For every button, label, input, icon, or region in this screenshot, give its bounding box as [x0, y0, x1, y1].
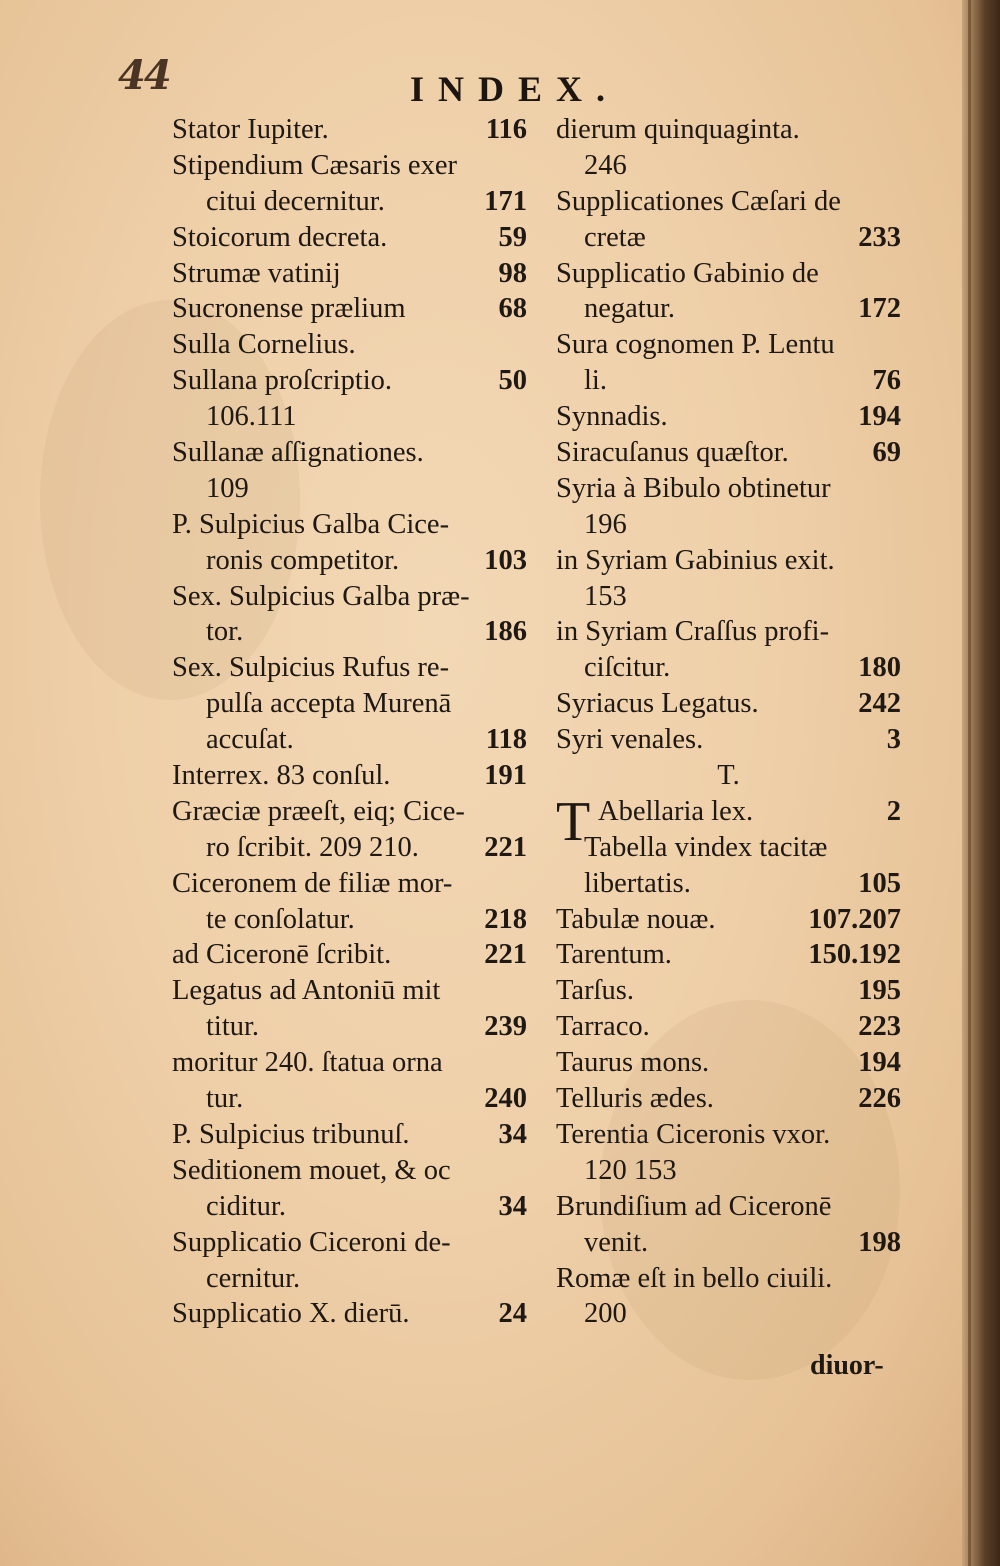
- entry-text: Sullana proſcriptio.: [172, 365, 393, 397]
- entry-page: 172: [858, 293, 901, 325]
- index-entry: [172, 722, 527, 758]
- index-entry: [172, 1225, 527, 1261]
- index-entry: [172, 650, 527, 686]
- entry-text: pulſa accepta Murenā: [206, 688, 452, 720]
- entry-text: Græciæ præeſt, eiq; Cice-: [172, 795, 465, 827]
- index-entry: [172, 507, 527, 543]
- index-entry: [556, 184, 901, 220]
- index-entry: [556, 722, 901, 758]
- index-entry: [172, 435, 527, 471]
- entry-text: cretæ: [584, 221, 646, 253]
- entry-text: Romæ eſt in bello ciuili.: [556, 1262, 833, 1294]
- entry-text: Supplicatio Gabinio de: [556, 257, 819, 289]
- entry-page: 2: [886, 795, 901, 827]
- entry-text: Taurus mons.: [556, 1047, 710, 1079]
- entry-page: 76: [872, 365, 901, 397]
- index-entry: [556, 399, 901, 435]
- entry-text: Sullanæ aſſignationes.: [172, 437, 424, 469]
- index-entry: [556, 507, 901, 543]
- entry-page: 186: [484, 616, 527, 648]
- index-entry: [556, 614, 901, 650]
- entry-text: Stoicorum decreta.: [172, 221, 388, 253]
- entry-page: 180: [858, 652, 901, 684]
- entry-text: 196: [584, 508, 627, 540]
- entry-page: 218: [484, 903, 527, 935]
- entry-text: li.: [584, 365, 607, 397]
- entry-text: Synnadis.: [556, 401, 668, 433]
- entry-page: 59: [498, 221, 527, 253]
- entry-text: Ciceronem de filiæ mor-: [172, 867, 453, 899]
- index-entry: [172, 1261, 527, 1297]
- index-entry: [556, 1081, 901, 1117]
- index-entry: [556, 902, 901, 938]
- entry-text: moritur 240. ſtatua orna: [172, 1047, 443, 1079]
- entry-text: Syriacus Legatus.: [556, 688, 759, 720]
- entry-page: 24: [498, 1298, 527, 1330]
- entry-page: 194: [858, 1047, 901, 1079]
- index-section-s-continued: [556, 112, 901, 758]
- index-entry: [172, 579, 527, 615]
- entry-text: ronis competitor.: [206, 544, 400, 576]
- index-entry: [556, 650, 901, 686]
- entry-text: citui decernitur.: [206, 185, 385, 217]
- entry-page: 221: [484, 939, 527, 971]
- index-entry: [556, 579, 901, 615]
- entry-page: 68: [498, 293, 527, 325]
- entry-text: ciditur.: [206, 1190, 286, 1222]
- entry-text: Syria à Bibulo obtinetur: [556, 472, 831, 504]
- index-entry: [556, 866, 901, 902]
- entry-text: tur.: [206, 1083, 244, 1115]
- entry-text: P. Sulpicius tribunuſ.: [172, 1118, 410, 1150]
- entry-text: Brundiſium ad Ciceronē: [556, 1190, 832, 1222]
- entry-text: ro ſcribit. 209 210.: [206, 831, 419, 863]
- entry-text: Interrex. 83 conſul.: [172, 760, 391, 792]
- entry-text: P. Sulpicius Galba Cice-: [172, 508, 450, 540]
- index-entry: [172, 471, 527, 507]
- index-entry: [172, 220, 527, 256]
- entry-page: 198: [858, 1226, 901, 1258]
- index-entry: [556, 686, 901, 722]
- index-entry: [172, 1009, 527, 1045]
- entry-text: venit.: [584, 1226, 649, 1258]
- entry-page: 150.192: [808, 939, 901, 971]
- index-entry: [556, 220, 901, 256]
- entry-text: Supplicatio X. dierū.: [172, 1298, 410, 1330]
- index-entry: [556, 291, 901, 327]
- entry-page: 34: [498, 1118, 527, 1150]
- index-entry: [556, 148, 901, 184]
- entry-text: 246: [584, 149, 627, 181]
- index-entry: [172, 327, 527, 363]
- index-entry: [172, 291, 527, 327]
- entry-text: Seditionem mouet, & oc: [172, 1154, 451, 1186]
- index-entry: [172, 866, 527, 902]
- index-entry: [556, 435, 901, 471]
- entry-text: Tarſus.: [556, 975, 634, 1007]
- index-entry: [172, 614, 527, 650]
- index-entry: [172, 363, 527, 399]
- entry-text: te conſolatur.: [206, 903, 355, 935]
- entry-text: Supplicationes Cæſari de: [556, 185, 841, 217]
- running-head: INDEX.: [410, 69, 620, 109]
- entry-text: Abellaria lex.: [598, 795, 754, 827]
- entry-page: 221: [484, 831, 527, 863]
- index-entry: [172, 148, 527, 184]
- index-entry: [556, 1045, 901, 1081]
- index-entry: [172, 1153, 527, 1189]
- index-entry: [172, 1117, 527, 1153]
- entry-page: 226: [858, 1083, 901, 1115]
- entry-page: 191: [484, 760, 527, 792]
- entry-text: libertatis.: [584, 867, 691, 899]
- entry-text: Tabella vindex tacitæ: [584, 831, 828, 863]
- entry-page: 103: [484, 544, 527, 576]
- entry-text: Stipendium Cæsaris exer: [172, 149, 457, 181]
- entry-text: in Syriam Gabinius exit.: [556, 544, 835, 576]
- entry-page: 223: [858, 1011, 901, 1043]
- index-column-right: [556, 112, 901, 1332]
- index-entry: [172, 902, 527, 938]
- entry-text: Sex. Sulpicius Galba præ-: [172, 580, 470, 612]
- entry-page: 34: [498, 1190, 527, 1222]
- index-entry: [172, 543, 527, 579]
- index-entry: [172, 112, 527, 148]
- entry-page: 69: [872, 437, 901, 469]
- index-entry: [556, 937, 901, 973]
- entry-text: 109: [206, 472, 249, 504]
- page-edge-line: [968, 0, 971, 1566]
- entry-text: titur.: [206, 1011, 260, 1043]
- index-section-t: [556, 830, 901, 1332]
- index-entry: [556, 1117, 901, 1153]
- entry-text: ciſcitur.: [584, 652, 671, 684]
- decorative-initial: T: [556, 790, 591, 853]
- index-entry: [172, 1045, 527, 1081]
- entry-text: dierum quinquaginta.: [556, 114, 800, 145]
- index-entry: [556, 830, 901, 866]
- entry-text: Telluris ædes.: [556, 1083, 714, 1115]
- index-entry: [172, 937, 527, 973]
- entry-text: 120 153: [584, 1154, 677, 1186]
- index-entry: [172, 1081, 527, 1117]
- entry-text: Supplicatio Ciceroni de-: [172, 1226, 451, 1258]
- index-entry: [556, 112, 901, 148]
- index-entry: [556, 363, 901, 399]
- entry-text: cernitur.: [206, 1262, 301, 1294]
- entry-text: 153: [584, 580, 627, 612]
- entry-page: 195: [858, 975, 901, 1007]
- entry-page: 50: [498, 365, 527, 397]
- index-entry: [556, 543, 901, 579]
- index-entry: [172, 973, 527, 1009]
- section-heading: [556, 758, 901, 794]
- section-letter: T.: [717, 760, 740, 792]
- index-entry: [556, 471, 901, 507]
- index-entry: [556, 1261, 901, 1297]
- entry-page: 118: [485, 724, 527, 756]
- index-entry: [556, 1153, 901, 1189]
- entry-text: accuſat.: [206, 724, 294, 756]
- entry-page: 239: [484, 1011, 527, 1043]
- entry-text: Tarraco.: [556, 1011, 650, 1043]
- entry-text: Syri venales.: [556, 724, 704, 756]
- entry-text: Sulla Cornelius.: [172, 329, 356, 361]
- entry-page: 107.207: [808, 903, 901, 935]
- catchword: diuor-: [810, 1350, 884, 1381]
- entry-text: Sucronense prælium: [172, 293, 406, 325]
- entry-text: Legatus ad Antoniū mit: [172, 975, 441, 1007]
- index-entry: [172, 758, 527, 794]
- entry-text: Siracuſanus quæſtor.: [556, 437, 789, 469]
- entry-text: ad Ciceronē ſcribit.: [172, 939, 392, 971]
- entry-text: Stator Iupiter.: [172, 114, 329, 145]
- entry-page: 233: [858, 221, 901, 253]
- index-entry: [172, 184, 527, 220]
- index-entry: [556, 1296, 901, 1332]
- entry-text: Terentia Ciceronis vxor.: [556, 1118, 831, 1150]
- entry-page: 3: [886, 724, 901, 756]
- entry-page: 116: [485, 114, 527, 145]
- entry-page: 242: [858, 688, 901, 720]
- index-entry: [172, 830, 527, 866]
- index-entry: [172, 399, 527, 435]
- entry-page: 171: [484, 185, 527, 217]
- entry-text: Tarentum.: [556, 939, 672, 971]
- entry-text: in Syriam Craſſus profi-: [556, 616, 830, 648]
- entry-text: 200: [584, 1298, 627, 1330]
- index-entry: [172, 256, 527, 292]
- index-entry: [172, 1296, 527, 1332]
- index-entry: [172, 794, 527, 830]
- entry-page: 98: [498, 257, 527, 289]
- index-entry: [556, 973, 901, 1009]
- index-column-left: [172, 112, 527, 1332]
- page-number: 44: [118, 52, 170, 99]
- entry-text: negatur.: [584, 293, 676, 325]
- index-entry: [172, 1189, 527, 1225]
- entry-text: Sex. Sulpicius Rufus re-: [172, 652, 450, 684]
- index-entry: [556, 256, 901, 292]
- entry-text: tor.: [206, 616, 244, 648]
- index-entry: [556, 327, 901, 363]
- entry-text: Sura cognomen P. Lentu: [556, 329, 835, 361]
- index-entry: [556, 1009, 901, 1045]
- entry-text: Strumæ vatinij: [172, 257, 341, 289]
- entry-text: 106.111: [206, 401, 297, 433]
- entry-page: 105: [858, 867, 901, 899]
- entry-page: 240: [484, 1083, 527, 1115]
- index-entry: [172, 686, 527, 722]
- index-entry: [556, 1225, 901, 1261]
- entry-text: Tabulæ nouæ.: [556, 903, 716, 935]
- index-entry: [556, 1189, 901, 1225]
- entry-page: 194: [858, 401, 901, 433]
